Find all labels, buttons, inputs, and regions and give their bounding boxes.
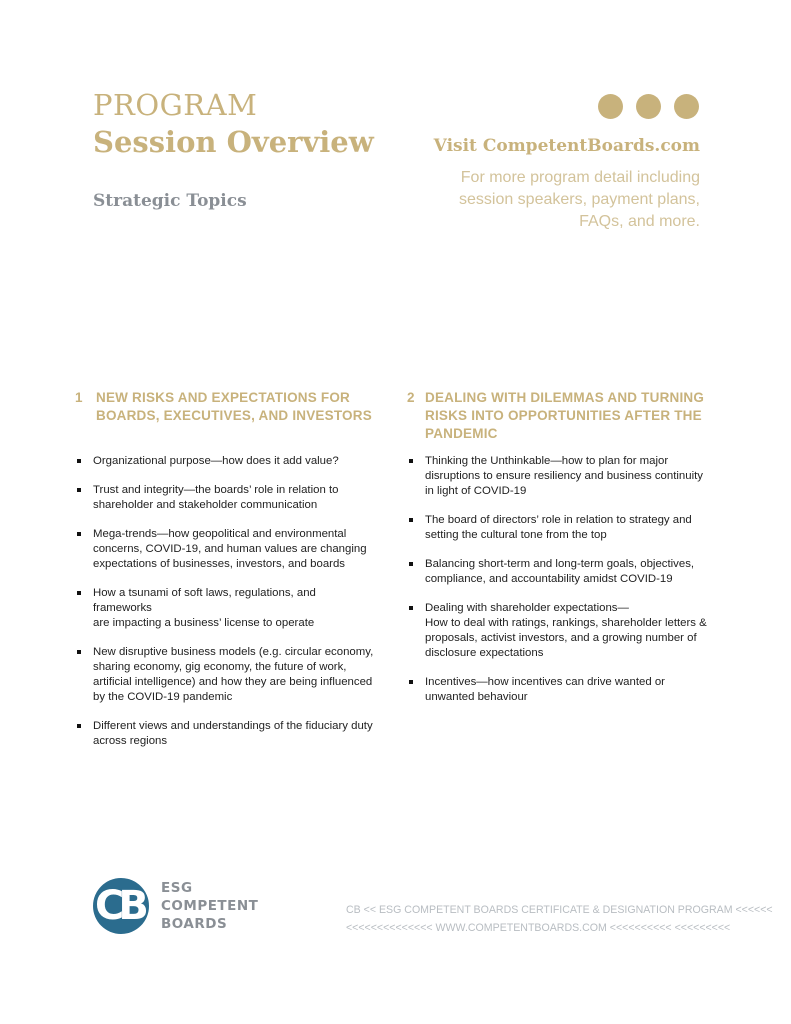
dot-icon — [598, 94, 623, 119]
list-item: Trust and integrity—the boards’ role in relation to shareholder and stakeholder communication — [75, 483, 375, 513]
dot-icon — [674, 94, 699, 119]
topic-list — [407, 454, 707, 705]
section-heading: 2 DEALING WITH DILEMMAS AND TURNING RISKS INTO OPPORTUNITIES AFTER THE PANDEMIC — [407, 390, 705, 441]
list-item: Balancing short-term and long-term goals, objectives, compliance, and accountability amidst COVID-19 — [407, 557, 707, 587]
list-item: Incentives—how incentives can drive wanted or unwanted behaviour — [407, 675, 707, 705]
strategic-topics-heading: Strategic Topics — [93, 191, 247, 211]
topic-list — [75, 454, 375, 749]
section-heading: 1 NEW RISKS AND EXPECTATIONS FOR BOARDS, EXECUTIVES, AND INVESTORS — [75, 390, 372, 423]
list-item: New disruptive business models (e.g. circular economy, sharing economy, gig economy, the future of work, artificial intelligence) and how they are being influenced by the COVID-19 pandemic — [75, 645, 375, 705]
dot-icon — [636, 94, 661, 119]
list-item: Different views and understandings of the fiduciary duty across regions — [75, 719, 375, 749]
list-item: Thinking the Unthinkable—how to plan for major disruptions to ensure resiliency and business continuity in light of COVID-19 — [407, 454, 707, 499]
list-item: How a tsunami of soft laws, regulations, and frameworks are impacting a business’ license to operate — [75, 586, 375, 631]
list-item: Organizational purpose—how does it add value? — [75, 454, 375, 469]
section-2 — [407, 389, 707, 719]
program-label: PROGRAM — [93, 88, 258, 122]
list-item: The board of directors’ role in relation to strategy and setting the cultural tone from the top — [407, 513, 707, 543]
decorative-dots — [598, 94, 699, 119]
footer-program-text — [346, 901, 791, 937]
list-item: Dealing with shareholder expectations— How to deal with ratings, rankings, shareholder letters & proposals, activist investors, and a growing number of disclosure expectations — [407, 601, 707, 661]
visit-link[interactable]: Visit CompetentBoards.com — [433, 136, 700, 156]
section-1 — [75, 389, 375, 763]
more-info-text: For more program detail including session speakers, payment plans, FAQs, and more. — [458, 169, 700, 230]
section-number: 2 — [407, 390, 415, 405]
esg-competent-boards-logo — [93, 878, 258, 934]
footer-line-1: CB << ESG COMPETENT BOARDS CERTIFICATE & DESIGNATION PROGRAM <<<<<< — [346, 904, 773, 916]
section-number: 1 — [75, 390, 83, 405]
list-item: Mega-trends—how geopolitical and environmental concerns, COVID-19, and human values are changing expectations of businesses, investors, and boards — [75, 527, 375, 572]
page-title: Session Overview — [93, 125, 374, 159]
footer-website-link[interactable]: <<<<<<<<<<<<<< WWW.COMPETENTBOARDS.COM <<<<<<<<<< <<<<<<<<< — [346, 922, 731, 934]
cb-logo-icon: CB — [93, 878, 149, 934]
logo-wordmark: ESG COMPETENT BOARDS — [161, 880, 259, 932]
